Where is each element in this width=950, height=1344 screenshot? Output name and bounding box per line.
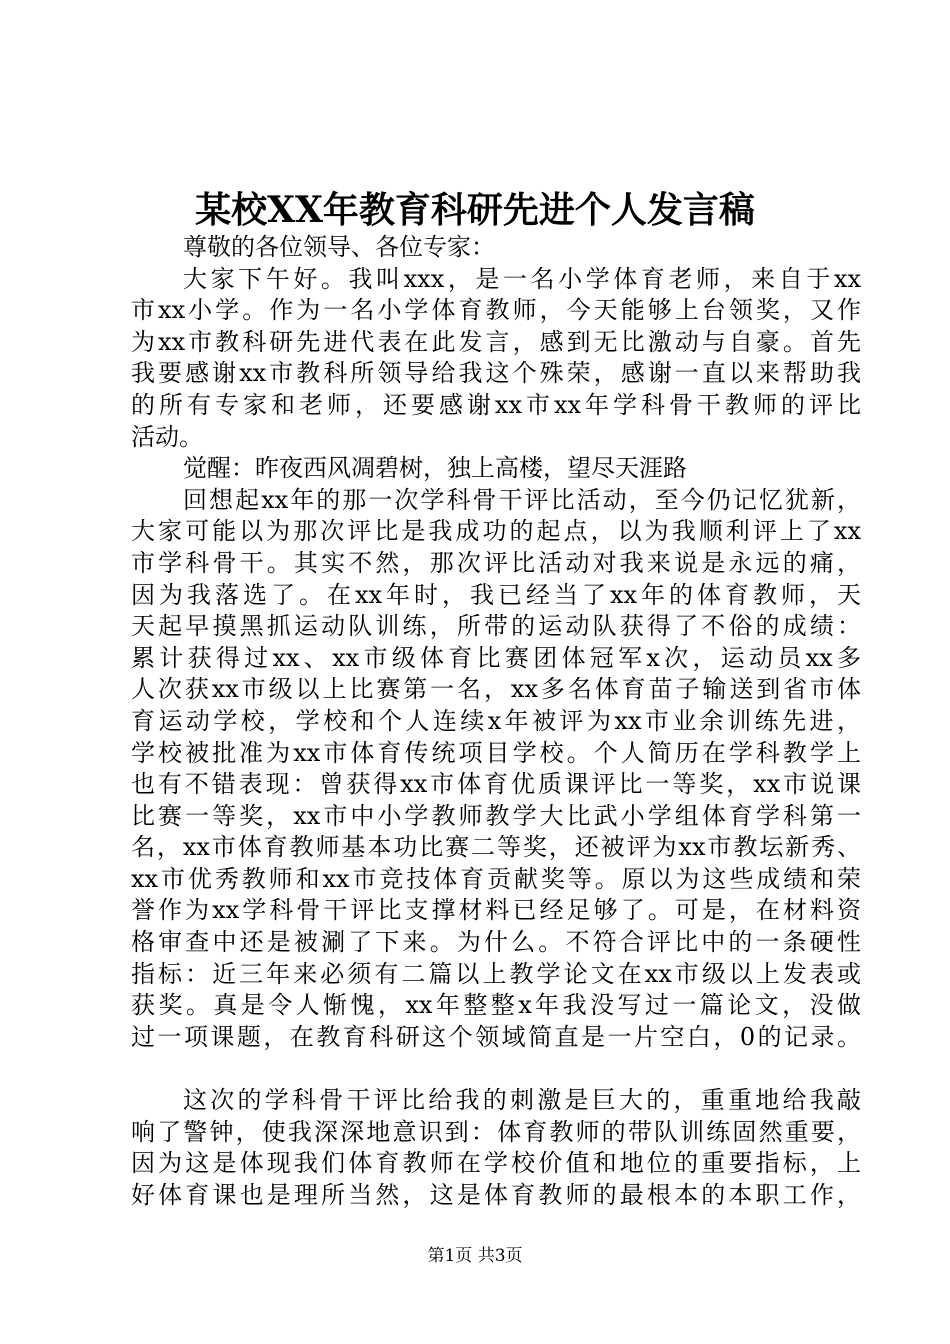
body-line: 的所有专家和老师，还要感谢xx市xx年学科骨干教师的评比 (131, 390, 861, 419)
body-line: 累计获得过xx、xx市级体育比赛团体冠军x次，运动员xx多 (131, 643, 861, 672)
body-line: 天起早摸黑抓运动队训练，所带的运动队获得了不俗的成绩： (131, 612, 861, 641)
body-line: 市xx小学。作为一名小学体育教师，今天能够上台领奖，又作 (131, 296, 861, 325)
body-line: 因为我落选了。在xx年时，我已经当了xx年的体育教师，天 (131, 580, 861, 609)
body-line: 大家可能以为那次评比是我成功的起点，以为我顺利评上了xx (131, 517, 861, 546)
body-line: 为xx市教科研先进代表在此发言，感到无比激动与自豪。首先 (131, 327, 861, 356)
document-body (131, 232, 861, 1211)
body-line: 大家下午好。我叫xxx，是一名小学体育老师，来自于xx (183, 264, 861, 293)
body-line: 名，xx市体育教师基本功比赛二等奖，还被评为xx市教坛新秀、 (131, 833, 861, 862)
section-heading: 觉醒：昨夜西风凋碧树，独上高楼，望尽天涯路 (183, 454, 687, 483)
body-line: 指标：近三年来必须有二篇以上教学论文在xx市级以上发表或 (131, 959, 861, 988)
salutation-line: 尊敬的各位领导、各位专家： (183, 233, 495, 261)
body-line: 活动。 (131, 422, 203, 451)
body-line: 过一项课题，在教育科研这个领域简直是一片空白，0的记录。 (131, 1022, 861, 1051)
body-line: 这次的学科骨干评比给我的刺激是巨大的，重重地给我敲 (183, 1086, 861, 1115)
document-title: 某校XX年教育科研先进个人发言稿 (195, 189, 755, 231)
body-line: 因为这是体现我们体育教师在学校价值和地位的重要指标，上 (131, 1149, 861, 1178)
body-line: 响了警钟，使我深深地意识到：体育教师的带队训练固然重要， (131, 1117, 861, 1146)
body-line: 比赛一等奖，xx市中小学教师教学大比武小学组体育学科第一 (131, 801, 861, 830)
body-line: 回想起xx年的那一次学科骨干评比活动，至今仍记忆犹新， (183, 485, 861, 514)
body-line: 也有不错表现：曾获得xx市体育优质课评比一等奖，xx市说课 (131, 770, 861, 799)
paragraph-gap (131, 1053, 861, 1085)
body-line: 格审查中还是被涮了下来。为什么。不符合评比中的一条硬性 (131, 928, 861, 957)
body-line: 人次获xx市级以上比赛第一名，xx多名体育苗子输送到省市体 (131, 675, 861, 704)
body-line: 好体育课也是理所当然，这是体育教师的最根本的本职工作， (131, 1180, 861, 1209)
body-line: 誉作为xx学科骨干评比支撑材料已经足够了。可是，在材料资 (131, 896, 861, 925)
body-line: 获奖。真是令人惭愧，xx年整整x年我没写过一篇论文，没做 (131, 991, 861, 1020)
page-footer: 第1页 共3页 (427, 1246, 523, 1266)
body-line: 学校被批准为xx市体育传统项目学校。个人简历在学科教学上 (131, 738, 861, 767)
body-line: 育运动学校，学校和个人连续x年被评为xx市业余训练先进， (131, 706, 861, 735)
body-line: 我要感谢xx市教科所领导给我这个殊荣，感谢一直以来帮助我 (131, 359, 861, 388)
body-line: xx市优秀教师和xx市竞技体育贡献奖等。原以为这些成绩和荣 (131, 864, 861, 893)
body-line: 市学科骨干。其实不然，那次评比活动对我来说是永远的痛， (131, 548, 861, 577)
